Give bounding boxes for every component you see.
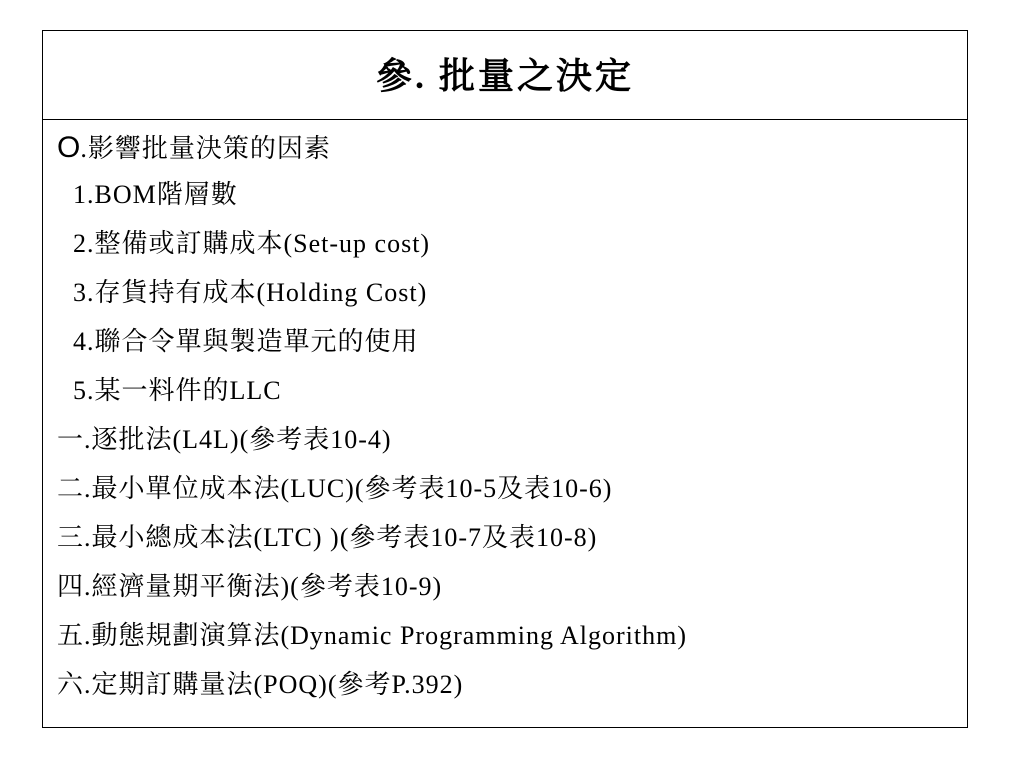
intro-text: .影響批量決策的因素 bbox=[80, 134, 331, 163]
factor-item-1: 1.BOM階層數 bbox=[73, 180, 238, 209]
factor-item-5: 5.某一料件的LLC bbox=[73, 376, 282, 405]
factor-item-2: 2.整備或訂購成本(Set-up cost) bbox=[73, 229, 431, 258]
slide-content bbox=[43, 120, 967, 709]
method-item-5: 五.動態規劃演算法(Dynamic Programming Algorithm) bbox=[57, 621, 688, 650]
intro-marker: O bbox=[57, 131, 81, 164]
method-item-2: 二.最小單位成本法(LUC)(參考表10-5及表10-6) bbox=[57, 474, 613, 503]
title-box bbox=[43, 31, 967, 120]
intro-line bbox=[57, 126, 967, 170]
method-item-1: 一.逐批法(L4L)(參考表10-4) bbox=[57, 425, 392, 454]
factor-item-3: 3.存貨持有成本(Holding Cost) bbox=[73, 278, 428, 307]
factor-item-4: 4.聯合令單與製造單元的使用 bbox=[73, 327, 419, 356]
slide-title: 參. 批量之決定 bbox=[375, 55, 634, 96]
method-item-4: 四.經濟量期平衡法)(參考表10-9) bbox=[57, 572, 443, 601]
method-item-3: 三.最小總成本法(LTC) )(參考表10-7及表10-8) bbox=[57, 523, 598, 552]
slide-frame bbox=[42, 30, 968, 728]
method-item-6: 六.定期訂購量法(POQ)(參考P.392) bbox=[57, 670, 464, 699]
